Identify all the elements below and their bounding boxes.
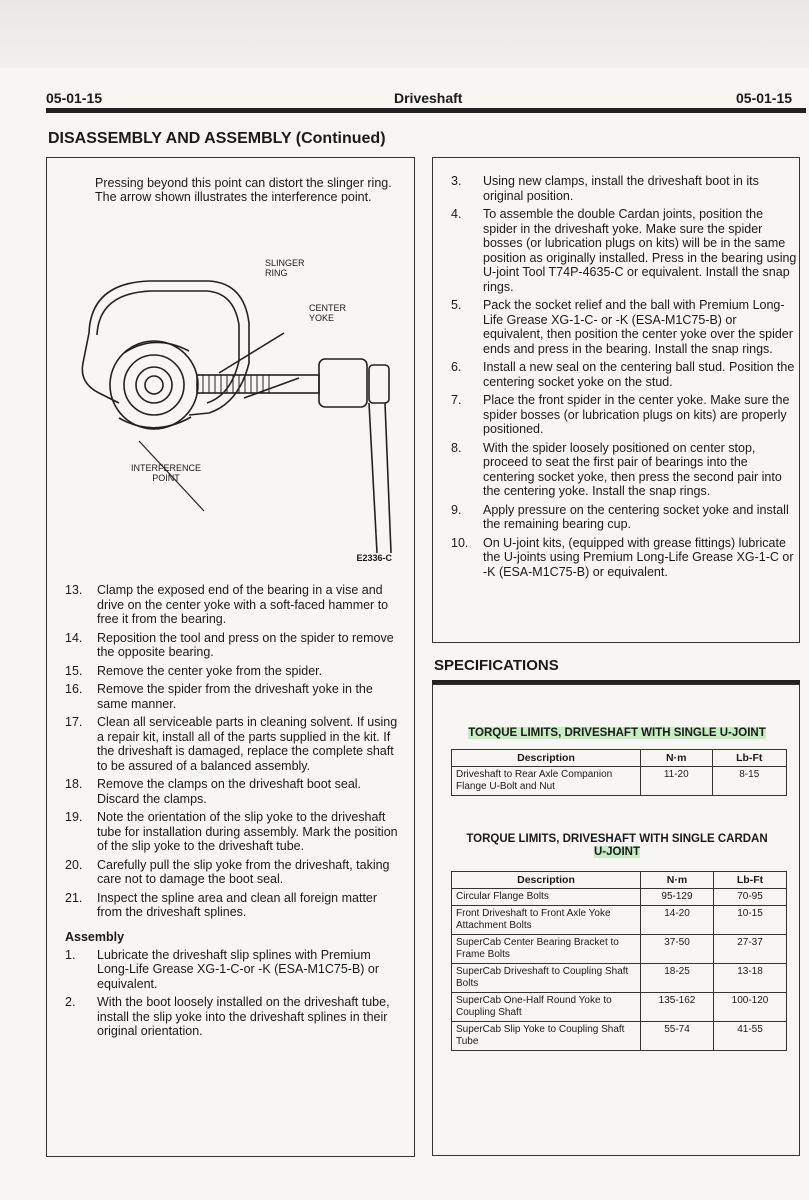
step-item: [433, 207, 799, 294]
step-number: 9.: [451, 502, 462, 517]
step-text: Using new clamps, install the driveshaft boot in its original position.: [483, 174, 759, 203]
torque-table-single-ujoint: [451, 749, 787, 796]
step-text: Install a new seal on the centering ball stud. Position the centering socket yoke on the stud.: [483, 360, 795, 389]
left-column: [46, 157, 415, 1157]
step-number: 7.: [451, 393, 462, 407]
specifications-box: [432, 684, 800, 1156]
lbft-cell: 70-95: [714, 889, 787, 906]
step-item: [433, 298, 799, 356]
step-text: Reposition the tool and press on the spider to remove the opposite bearing.: [97, 630, 394, 659]
nm-cell: 55-74: [641, 1022, 714, 1051]
step-number: 16.: [65, 682, 83, 696]
assembly-steps: [47, 948, 402, 1039]
step-item: [433, 441, 799, 499]
step-text: Clean all serviceable parts in cleaning solvent. If using a repair kit, install all of the parts supplied in the kit. If the driveshaft is damaged, replace the complete shaft to be assured of a balanced assembly.: [97, 715, 398, 773]
lbft-cell: 27-37: [714, 935, 787, 964]
step-number: 5.: [451, 298, 462, 312]
assembly-steps-continued: [433, 174, 799, 579]
caution-text: Pressing beyond this point can distort the slinger ring. The arrow shown illustrates the interference point.: [95, 176, 392, 204]
step-item: [47, 664, 402, 679]
description-cell: Circular Flange Bolts: [452, 889, 641, 906]
slinger-ring-label: SLINGER RING: [265, 258, 305, 278]
step-item: [433, 174, 799, 203]
nm-cell: 11-20: [641, 767, 713, 796]
column-header: Description: [452, 872, 641, 889]
description-cell: Front Driveshaft to Front Axle Yoke Attachment Bolts: [452, 906, 641, 935]
nm-cell: 37-50: [641, 935, 714, 964]
step-number: 8.: [451, 440, 462, 455]
page-header: [46, 90, 806, 108]
disassembly-steps: [47, 583, 402, 920]
step-number: 3.: [451, 174, 462, 188]
step-item: [47, 948, 402, 992]
assembly-title: Assembly: [65, 929, 125, 944]
description-cell: Driveshaft to Rear Axle Companion Flange U-Bolt and Nut: [452, 767, 641, 796]
description-cell: SuperCab One-Half Round Yoke to Coupling Shaft: [452, 993, 641, 1022]
page-number-left: 05-01-15: [46, 90, 103, 106]
column-header: N·m: [641, 872, 714, 889]
step-item: [47, 583, 402, 627]
step-text: Pack the socket relief and the ball with Premium Long-Life Grease XG-1-C- or -K (ESA-M1C75-B) or equivalent, then position the center yoke over the spider ends and press in the bearing. Install the snap rings.: [483, 298, 793, 356]
column-header: Lb-Ft: [712, 750, 787, 767]
step-number: 6.: [451, 360, 462, 374]
step-number: 15.: [65, 663, 83, 678]
driveshaft-illustration: [69, 253, 394, 565]
chapter-title: Driveshaft: [394, 90, 463, 106]
table-row: [452, 935, 787, 964]
table1-title: TORQUE LIMITS, DRIVESHAFT WITH SINGLE U-JOINT: [468, 727, 766, 739]
column-header: N·m: [641, 750, 713, 767]
lbft-cell: 41-55: [714, 1022, 787, 1051]
step-text: Inspect the spline area and clean all foreign matter from the driveshaft splines.: [97, 890, 378, 919]
step-text: Apply pressure on the centering socket yoke and install the remaining bearing cup.: [483, 502, 789, 531]
lbft-cell: 8-15: [712, 767, 787, 796]
step-text: With the boot loosely installed on the driveshaft tube, install the slip yoke into the driveshaft splines in their original orientation.: [97, 995, 390, 1038]
step-item: [47, 715, 402, 773]
section-title: DISASSEMBLY AND ASSEMBLY (Continued): [48, 130, 386, 147]
figure-slinger-ring: [69, 253, 394, 565]
table-row: [452, 906, 787, 935]
table-row: [452, 889, 787, 906]
step-item: [47, 810, 402, 854]
specifications-title: SPECIFICATIONS: [434, 657, 559, 674]
step-item: [433, 536, 799, 580]
step-text: On U-joint kits, (equipped with grease fittings) lubricate the U-joints using Premium Long-Life Grease XG-1-C or -K (ESA-M1C75-B) or equivalent.: [483, 535, 794, 579]
column-header: Description: [452, 750, 641, 767]
step-number: 17.: [65, 715, 83, 729]
step-number: 18.: [65, 777, 83, 791]
figure-code: E2336-C: [356, 553, 392, 563]
scan-margin: [0, 0, 809, 68]
table-row: [452, 993, 787, 1022]
nm-cell: 95-129: [641, 889, 714, 906]
step-item: [433, 360, 799, 389]
table-row: [452, 1022, 787, 1051]
nm-cell: 18-25: [641, 964, 714, 993]
step-item: [47, 995, 402, 1039]
step-text: To assemble the double Cardan joints, position the spider in the driveshaft yoke. Make sure the spider bosses (or lubrication plugs on kits) will be in the same position as originally installed. Press in the bearing using U-joint Tool T74P-4635-C or equivalent. Install the snap rings.: [483, 207, 797, 294]
right-column: [432, 157, 800, 643]
interference-point-label: INTERFERENCE POINT: [130, 463, 201, 483]
step-number: 13.: [65, 583, 83, 597]
step-number: 20.: [65, 857, 83, 872]
column-header: Lb-Ft: [714, 872, 787, 889]
step-text: Place the front spider in the center yoke. Make sure the spider bosses (or lubrication plugs on kits) are properly positioned.: [483, 393, 790, 436]
step-item: [47, 891, 402, 920]
step-item: [433, 503, 799, 532]
step-text: Lubricate the driveshaft slip splines with Premium Long-Life Grease XG-1-C-or -K (ESA-M1C75-B) or equivalent.: [97, 947, 380, 991]
center-yoke-label: CENTER YOKE: [309, 303, 347, 323]
step-number: 10.: [451, 535, 469, 550]
step-item: [47, 682, 402, 711]
table-row: [452, 964, 787, 993]
description-cell: SuperCab Slip Yoke to Coupling Shaft Tube: [452, 1022, 641, 1051]
step-item: [433, 393, 799, 437]
step-number: 21.: [65, 890, 83, 905]
page-number-right: 05-01-15: [736, 90, 793, 106]
step-text: Remove the center yoke from the spider.: [97, 663, 323, 678]
step-text: Note the orientation of the slip yoke to the driveshaft tube for installation during assembly. Mark the position of the slip yoke to the driveshaft tube.: [97, 810, 398, 853]
torque-table-single-cardan: [451, 871, 787, 1051]
step-number: 1.: [65, 947, 76, 962]
lbft-cell: 100-120: [714, 993, 787, 1022]
lbft-cell: 10-15: [714, 906, 787, 935]
step-item: [47, 777, 402, 806]
table2-title: TORQUE LIMITS, DRIVESHAFT WITH SINGLE CARDAN U-JOINT: [466, 833, 768, 858]
step-number: 14.: [65, 630, 83, 645]
description-cell: SuperCab Driveshaft to Coupling Shaft Bolts: [452, 964, 641, 993]
step-number: 19.: [65, 810, 83, 824]
left-step-list: [47, 583, 402, 1043]
step-item: [47, 631, 402, 660]
step-item: [47, 858, 402, 887]
step-number: 2.: [65, 995, 76, 1009]
table-header-row: [452, 872, 787, 889]
step-text: Remove the spider from the driveshaft yoke in the same manner.: [97, 682, 373, 711]
step-text: With the spider loosely positioned on center stop, proceed to seat the first pair of bearings into the centering socket yoke, then press the second pair into the centering yoke. Install the snap rings.: [483, 440, 782, 498]
step-text: Remove the clamps on the driveshaft boot seal. Discard the clamps.: [97, 777, 362, 806]
step-number: 4.: [451, 207, 462, 221]
nm-cell: 14-20: [641, 906, 714, 935]
table-header-row: [452, 750, 787, 767]
step-text: Carefully pull the slip yoke from the driveshaft, taking care not to damage the boot seal.: [97, 857, 390, 886]
table-row: [452, 767, 787, 796]
description-cell: SuperCab Center Bearing Bracket to Frame Bolts: [452, 935, 641, 964]
header-rule: [46, 108, 806, 113]
step-text: Clamp the exposed end of the bearing in a vise and drive on the center yoke with a soft-faced hammer to free it from the bearing.: [97, 583, 389, 626]
lbft-cell: 13-18: [714, 964, 787, 993]
nm-cell: 135-162: [641, 993, 714, 1022]
